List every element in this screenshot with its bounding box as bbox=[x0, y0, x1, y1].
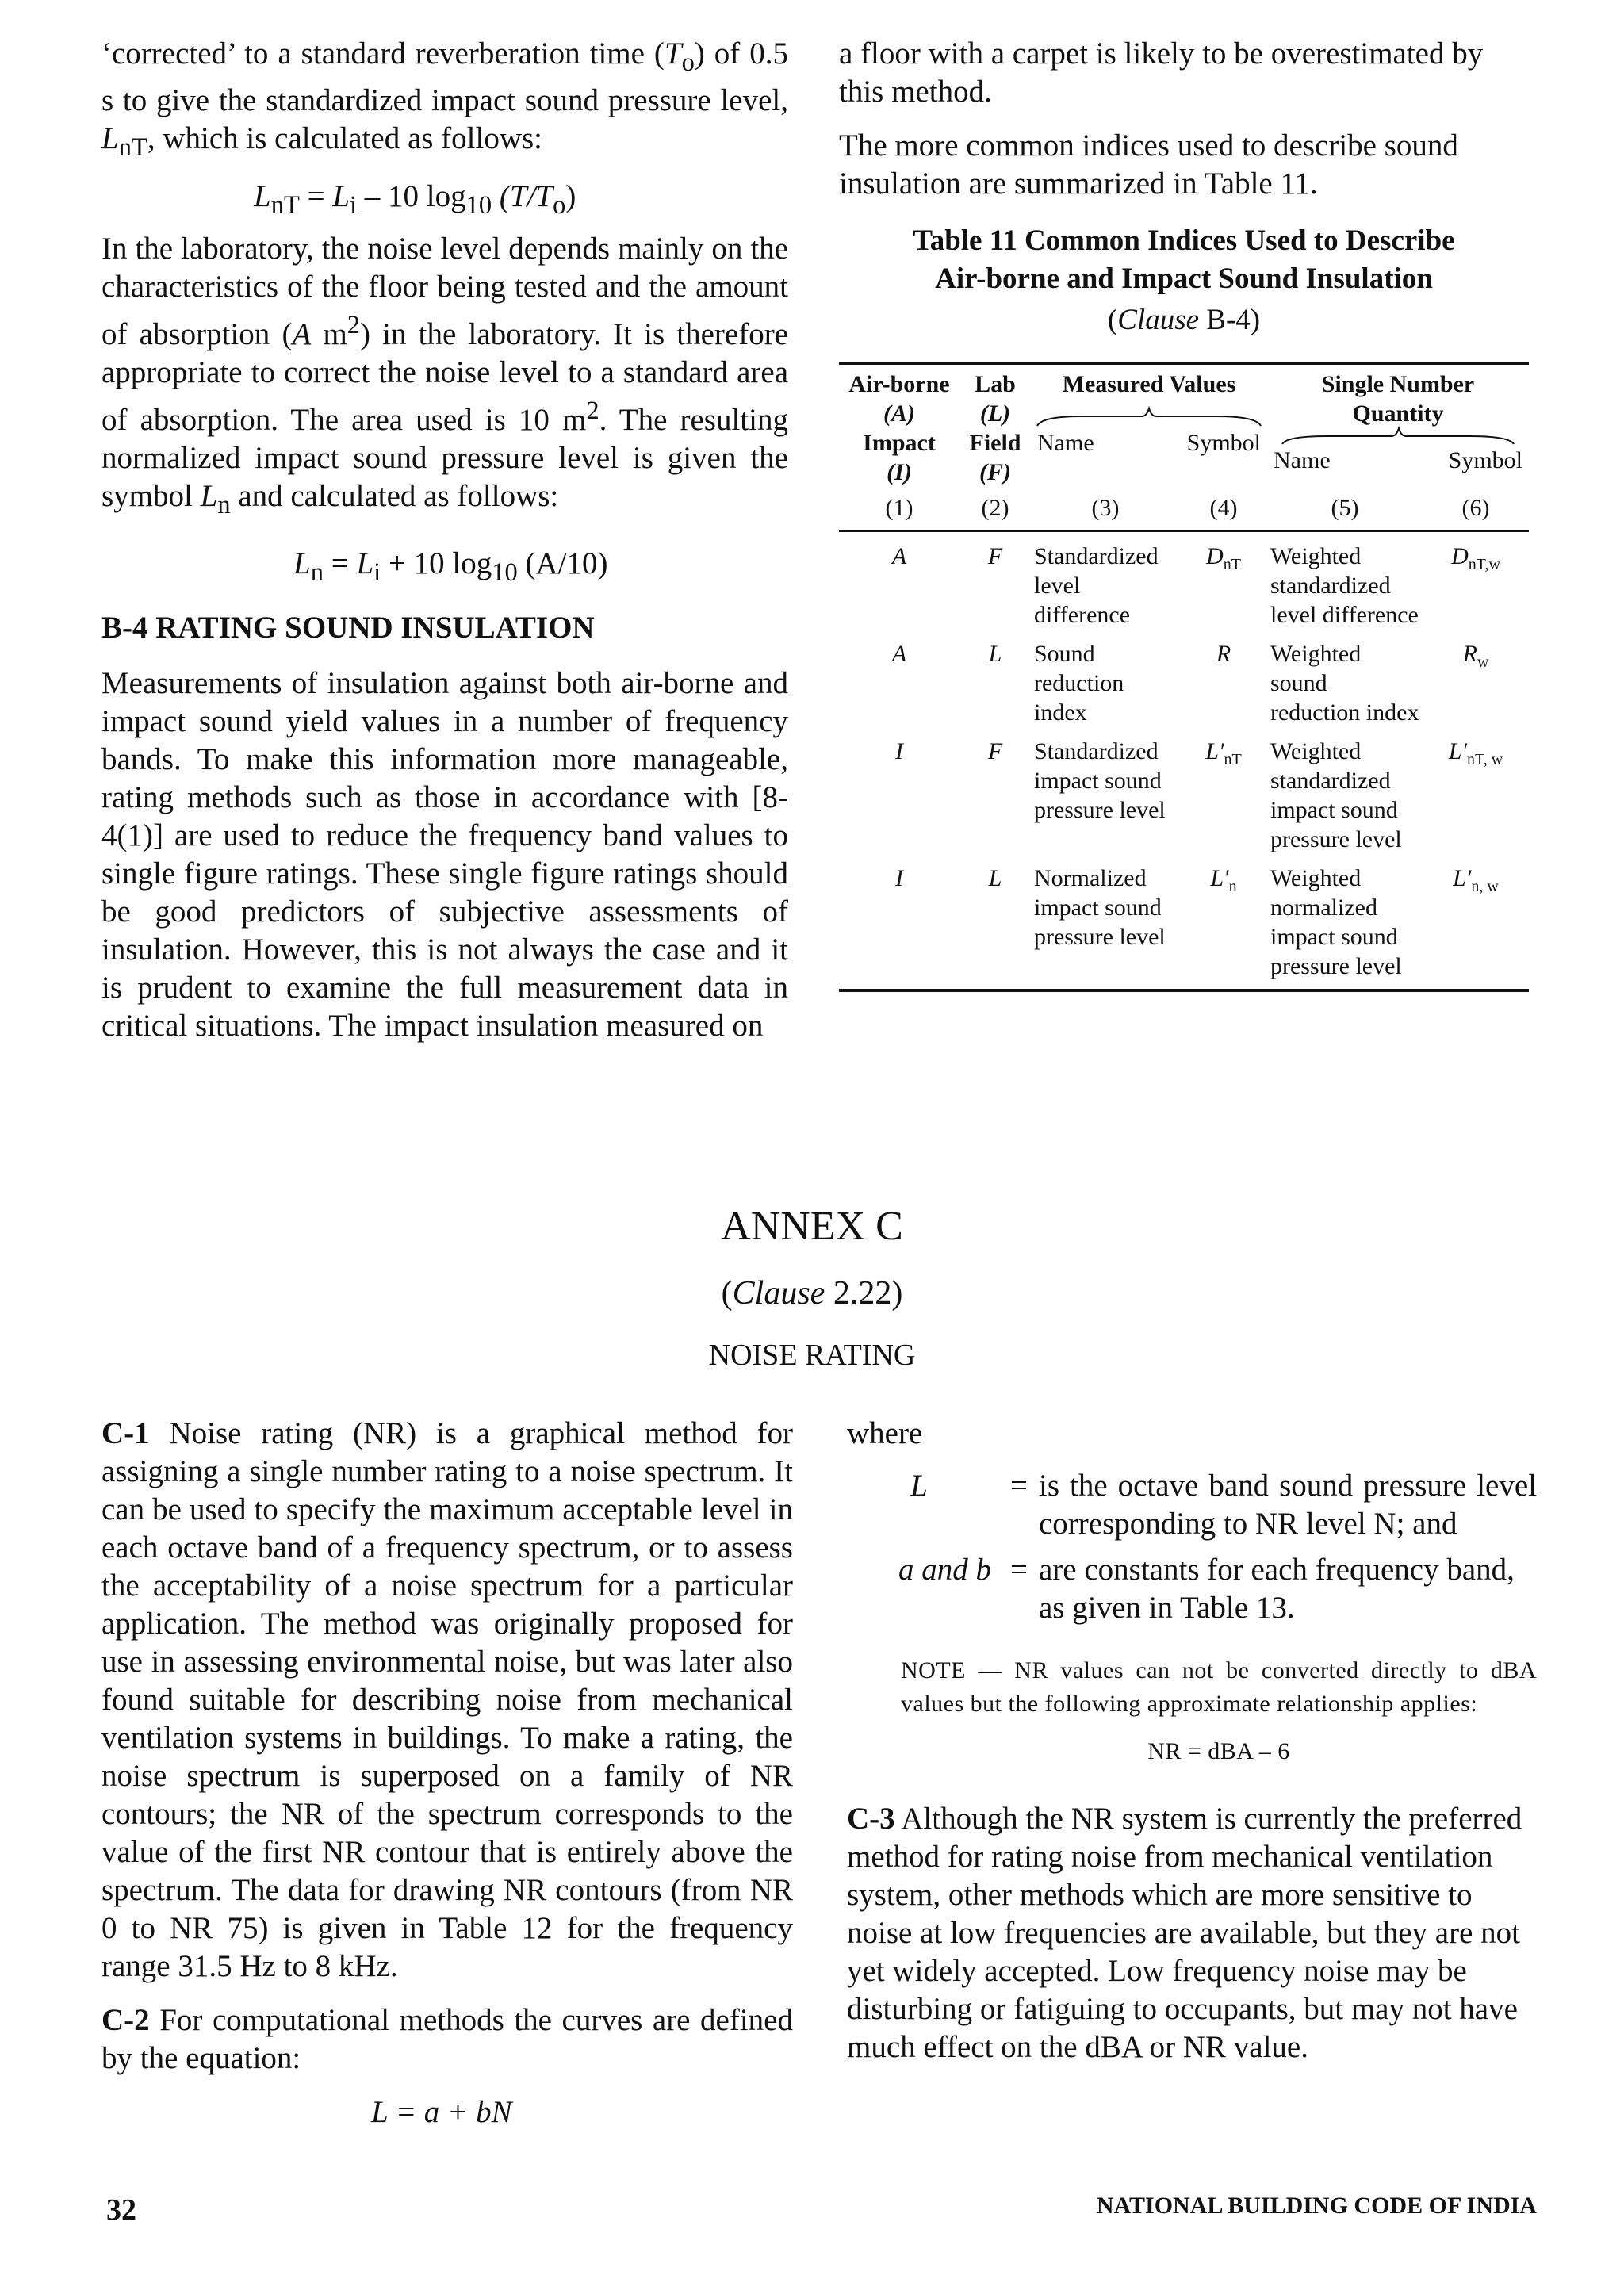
note-nr-dba: NOTE — NR values can not be converted directly to dBA values but the following approximate relationship applies: bbox=[901, 1657, 1537, 1717]
paragraph-c2: C-2 For computational methods the curves are defined by the equation: bbox=[102, 2003, 793, 2075]
equation-lnt: $L_{nT} = L_i - 10$ $\log_{10} (T/T_o)$ bbox=[254, 178, 576, 220]
header-lab-field: Lab (L) Field (F) bbox=[969, 371, 1021, 485]
table-row: I L Normalized impact sound pressure level $L'_n$ Weighted normalized impact sound pressure level $L'_{n, w}$ bbox=[895, 865, 1499, 979]
table-row: I F Standardized impact sound pressure level $L'_{nT}$ Weighted standardized impact sound pressure level $L'_{nT, w}$ bbox=[895, 738, 1503, 852]
table-row: A F Standardized level difference $D_{nT}$ Weighted standardized level difference $D_{nT,w}$ bbox=[891, 543, 1500, 628]
equation-nr: L = a + bN bbox=[371, 2095, 512, 2129]
right-column-bottom bbox=[847, 1415, 1537, 2082]
definition-row: a and b = are constants for each frequency band, as given in Table 13. bbox=[898, 1553, 1515, 1625]
measured-brace bbox=[1034, 399, 1264, 428]
table-11 bbox=[839, 362, 1529, 992]
left-column-bottom bbox=[102, 1415, 793, 2147]
paragraph-carpet: a floor with a carpet is likely to be overestimated by this method. bbox=[839, 36, 1484, 109]
where-label: where bbox=[847, 1416, 923, 1450]
header-airborne-impact: Air-borne (A) Impact (I) bbox=[848, 371, 950, 485]
header-numbers-row: (1) (2) (3) (4) (5) (6) bbox=[885, 495, 1490, 521]
table-row: A L Sound reduction index R Weighted sound reduction index $R_w$ bbox=[891, 641, 1489, 726]
paragraph-c1: C-1 Noise rating (NR) is a graphical method for assigning a single number rating to a noise spectrum. It can be used to specify the maximum acceptable level in each octave band of a frequency spectrum, or to assess the acceptability of a noise spectrum for a particular application. The method was originally proposed for use in assessing environmental noise, but was later also found suitable for describing noise from mechanical ventilation systems in buildings. To make a rating, the noise spectrum is superposed on a family of NR contours; the NR of the spectrum corresponds to the value of the first NR contour that is entirely above the spectrum. The data for drawing NR contours (from NR 0 to NR 75) is given in Table 12 for the frequency range 31.5 Hz to 8 kHz. bbox=[102, 1416, 793, 1983]
table-body bbox=[839, 542, 1529, 981]
table-top-rule bbox=[839, 362, 1529, 365]
note-equation: NR = dBA – 6 bbox=[1147, 1738, 1290, 1764]
paragraph-laboratory: In the laboratory, the noise level depends mainly on the characteristics of the floor being tested and the amount of absorption (A $m^2$) in the laboratory. It is therefore appropriate to correct the noise level to a standard area of absorption. The area used is 10 $m^2$. The resulting normalized impact sound pressure level is given the symbol $L_n$ and calculated as follows: bbox=[102, 232, 789, 520]
table-header-rule bbox=[839, 530, 1529, 532]
paragraph-corrected: ‘corrected’ to a standard reverberation time $(T_o)$ of 0.5 s to give the standardized impact sound pressure level, $L_{nT}$, which is calculated as follows: bbox=[102, 36, 788, 162]
brace-icon bbox=[1279, 422, 1517, 446]
right-column-top bbox=[839, 35, 1529, 992]
annex-title: ANNEX C bbox=[721, 1204, 903, 1249]
annex-clause: (Clause 2.22) bbox=[721, 1275, 903, 1312]
header-single-number: Single Number Quantity Name Symbol bbox=[1274, 371, 1522, 473]
table-header bbox=[839, 370, 1529, 523]
table-bottom-rule bbox=[839, 989, 1529, 992]
paragraph-common-indices: The more common indices used to describe sound insulation are summarized in Table 11. bbox=[839, 128, 1458, 201]
left-column-top bbox=[102, 35, 788, 1061]
paragraph-c3: C-3 Although the NR system is currently the preferred method for rating noise from mechanical ventilation system, other methods which are more sensitive to noise at low frequencies are available, but they are not yet widely accepted. Low frequency noise may be disturbing or fatiguing to occupants, but may not have much effect on the dBA or NR value. bbox=[847, 1802, 1522, 2064]
heading-b4: B-4 RATING SOUND INSULATION bbox=[102, 610, 595, 645]
page-number: 32 bbox=[106, 2193, 136, 2227]
footer-title: NATIONAL BUILDING CODE OF INDIA bbox=[1096, 2193, 1537, 2219]
table-caption: Table 11 Common Indices Used to Describe Air-borne and Impact Sound Insulation bbox=[913, 224, 1455, 295]
definition-row: L = is the octave band sound pressure level corresponding to NR level N; and bbox=[910, 1469, 1537, 1541]
definition-list bbox=[847, 1467, 1537, 1627]
equation-ln: $L_n = L_i + 10$ $\log_{10} (A/10)$ bbox=[293, 546, 608, 587]
annex-subtitle: NOISE RATING bbox=[708, 1339, 916, 1372]
brace-icon bbox=[1034, 399, 1264, 428]
table-clause: (Clause B-4) bbox=[1107, 304, 1261, 336]
paragraph-measurements: Measurements of insulation against both air-borne and impact sound yield values in a number of frequency bands. To make this information more manageable, rating methods such as those in accordance with [8-4(1)] are used to reduce the frequency band values to single figure ratings. These single figure ratings should be good predictors of subjective assessments of insulation. However, this is not always the case and it is prudent to examine the full measurement data in critical situations. The impact insulation measured on bbox=[102, 665, 788, 1043]
header-measured-values: Measured Values Name Symbol bbox=[1031, 370, 1267, 487]
